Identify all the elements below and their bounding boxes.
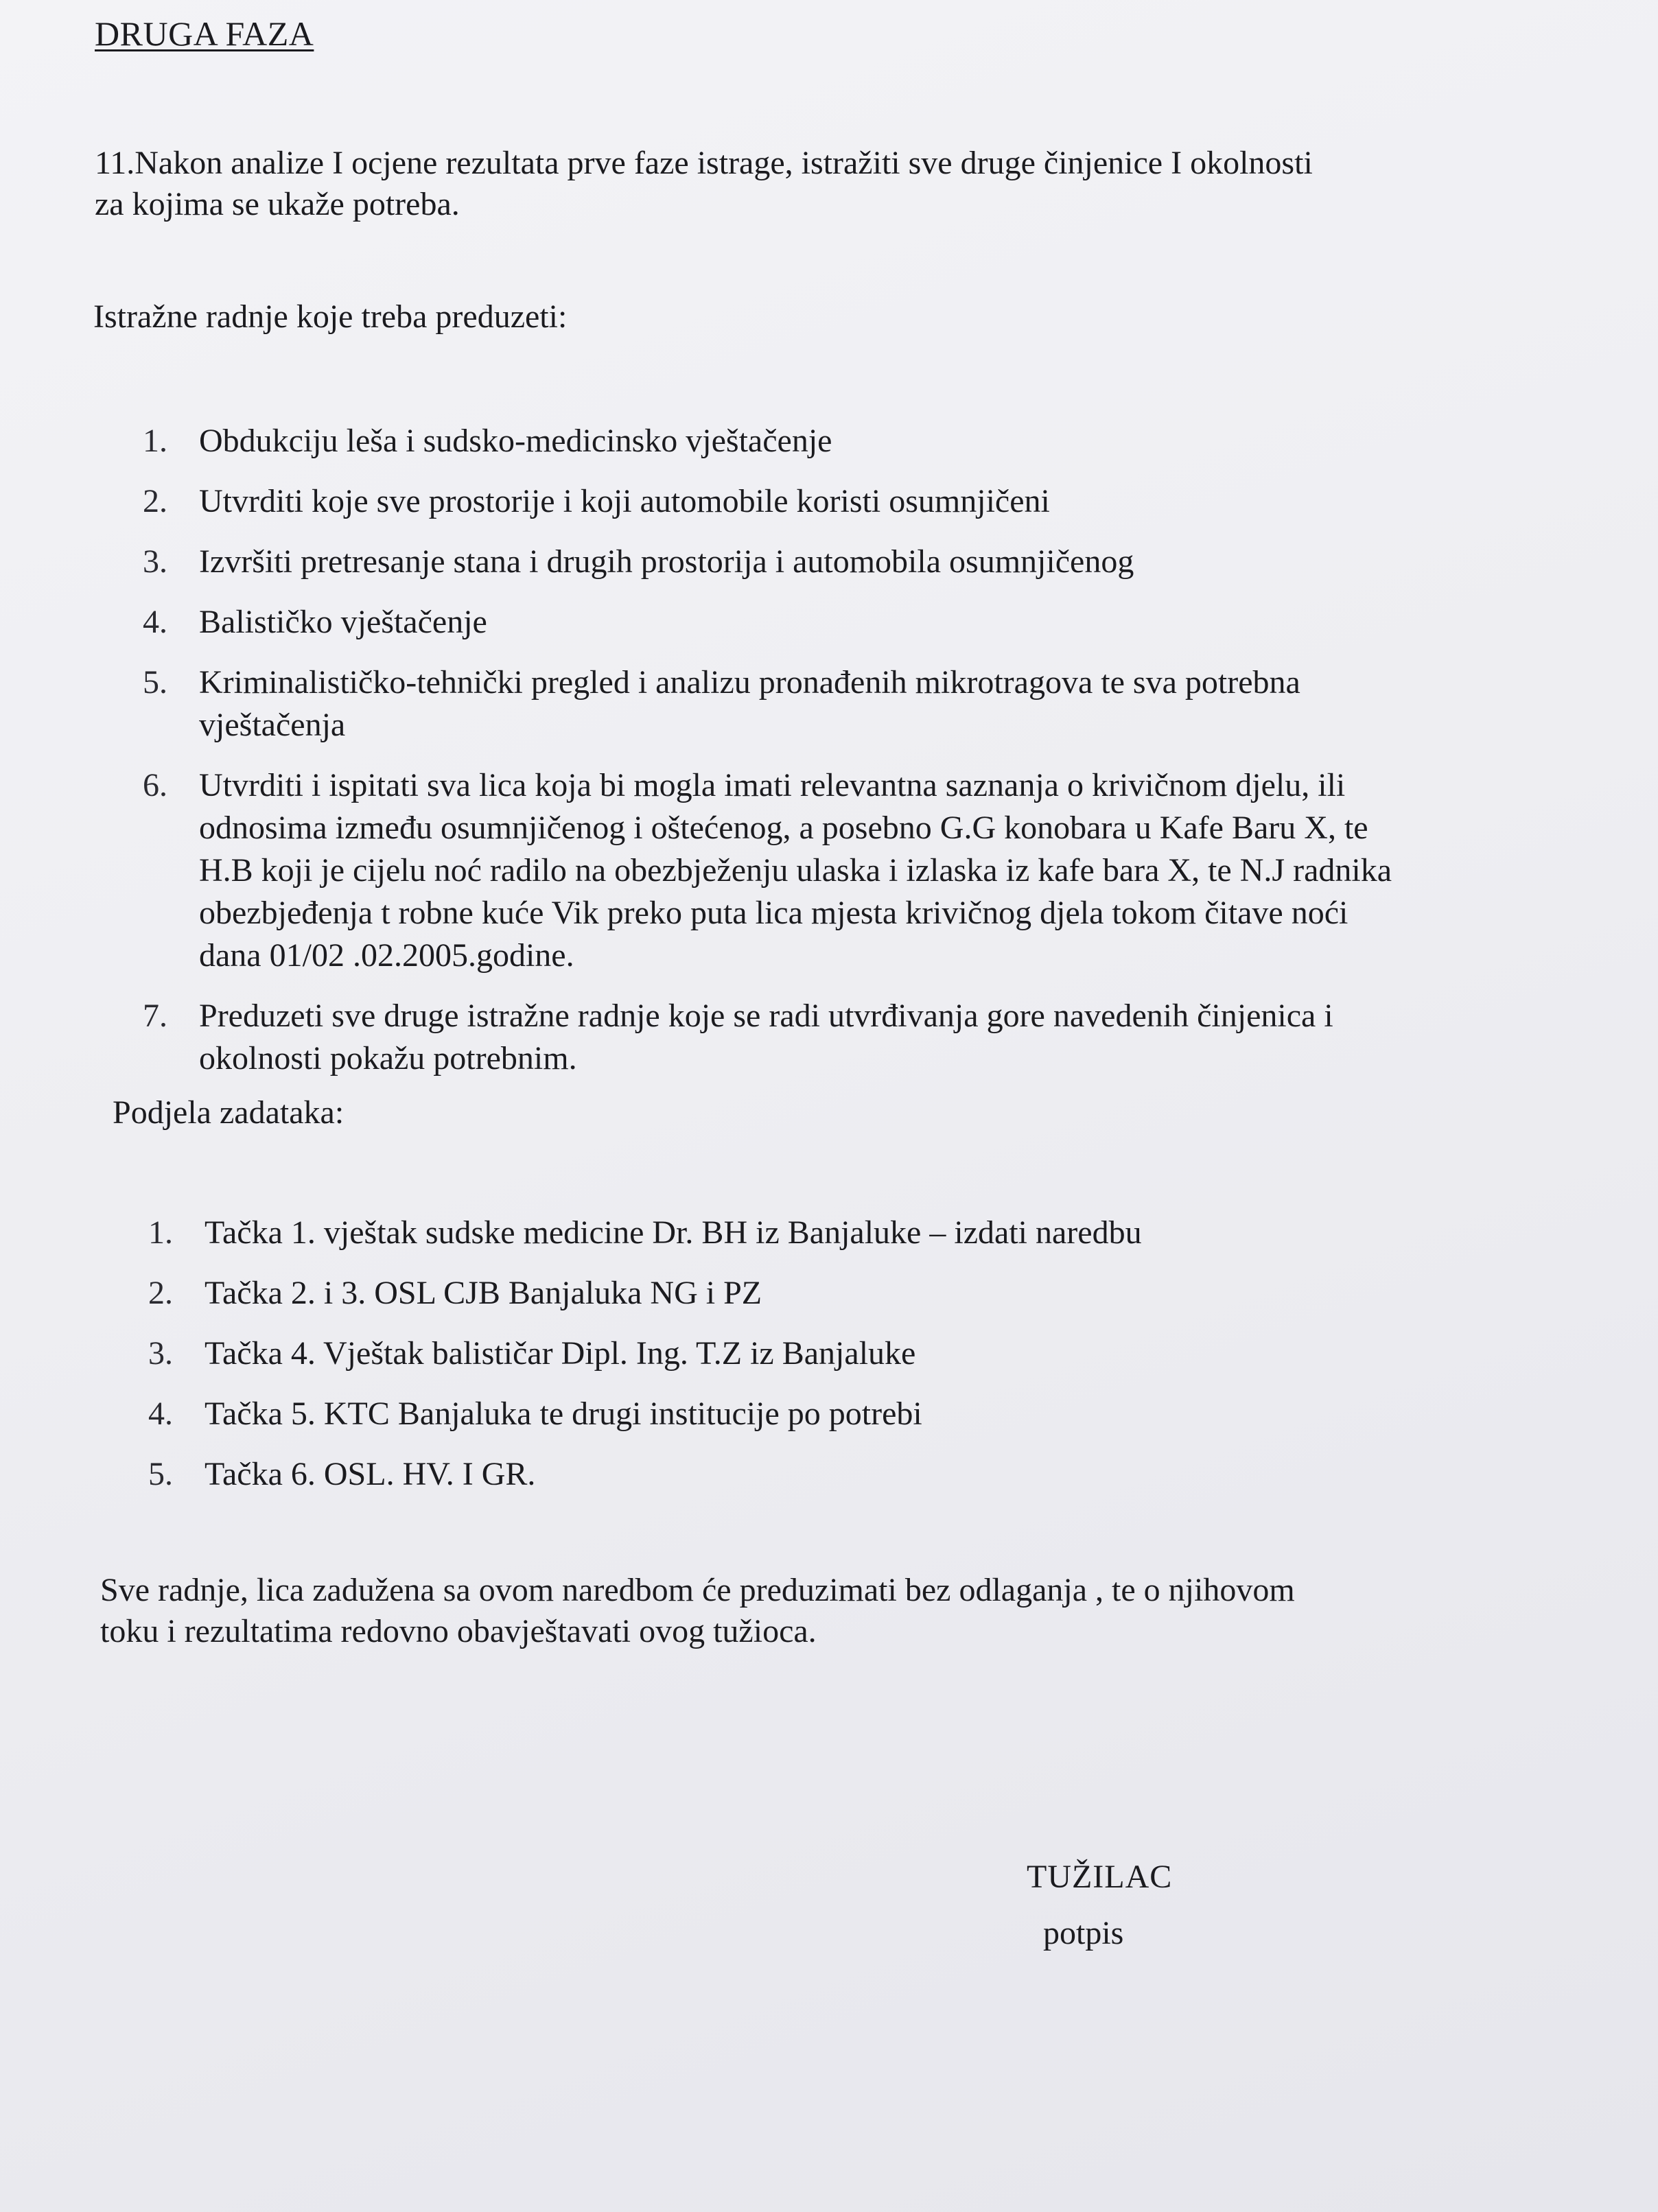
signature-title: TUŽILAC [1027, 1859, 1173, 1895]
list-item [143, 995, 1392, 1080]
list-number: 7. [143, 998, 167, 1034]
list-number: 2. [143, 483, 167, 519]
actions-list [143, 420, 1392, 1098]
list-item-text: Izvršiti pretresanje stana i drugih prostorija i automobila osumnjičenog [199, 543, 1134, 580]
list-number: 5. [148, 1456, 173, 1492]
list-item-text: Tačka 2. i 3. OSL CJB Banjaluka NG i PZ [205, 1275, 762, 1311]
actions-label: Istražne radnje koje treba preduzeti: [93, 298, 568, 335]
list-number: 2. [148, 1275, 173, 1311]
list-item [143, 601, 1392, 644]
intro-paragraph: 11.Nakon analize I ocjene rezultata prve faze istrage, istražiti sve druge činjenice I okolnosti za kojima se ukaže potreba. [95, 145, 1313, 222]
list-item [143, 764, 1392, 977]
list-item-text: Tačka 5. KTC Banjaluka te drugi institucije po potrebi [205, 1396, 922, 1432]
list-item-text: Obdukciju leša i sudsko-medicinsko vještačenje [199, 423, 832, 459]
list-item-text: Preduzeti sve druge istražne radnje koje se radi utvrđivanja gore navedenih činjenica i okolnosti pokažu potrebnim. [199, 998, 1333, 1076]
list-item [148, 1393, 1315, 1435]
list-number: 1. [143, 423, 167, 459]
list-number: 6. [143, 767, 167, 803]
list-item-text: Utvrditi koje sve prostorije i koji automobile koristi osumnjičeni [199, 483, 1050, 519]
list-item-text: Balističko vještačenje [199, 604, 487, 640]
list-item-text: Tačka 1. vještak sudske medicine Dr. BH iz Banjaluke – izdati naredbu [205, 1214, 1142, 1251]
list-number: 3. [148, 1335, 173, 1372]
list-item-text: Tačka 4. Vještak balističar Dipl. Ing. T.Z iz Banjaluke [205, 1335, 916, 1372]
list-item [148, 1272, 1315, 1315]
list-number: 1. [148, 1214, 173, 1251]
signature-label: potpis [1043, 1915, 1124, 1951]
list-number: 5. [143, 664, 167, 701]
page-heading: DRUGA FAZA [95, 14, 314, 53]
tasks-label: Podjela zadataka: [113, 1094, 345, 1131]
list-number: 3. [143, 543, 167, 580]
list-item [143, 541, 1392, 583]
list-item [148, 1212, 1315, 1254]
list-item-text: Kriminalističko-tehnički pregled i analizu pronađenih mikrotragova te sva potrebna vještačenja [199, 664, 1300, 743]
tasks-list [148, 1212, 1315, 1514]
list-item [143, 480, 1392, 523]
list-item [143, 420, 1392, 462]
list-item [148, 1453, 1315, 1496]
list-item-text: Tačka 6. OSL. HV. I GR. [205, 1456, 536, 1492]
list-number: 4. [143, 604, 167, 640]
list-item [143, 661, 1392, 746]
closing-paragraph: Sve radnje, lica zadužena sa ovom naredbom će preduzimati bez odlaganja , te o njihovom toku i rezultatima redovno obavještavati ovog tužioca. [100, 1572, 1295, 1649]
list-item-text: Utvrditi i ispitati sva lica koja bi mogla imati relevantna saznanja o krivičnom djelu, ili odnosima između osumnjičenog i oštećenog, a posebno G.G konobara u Kafe Baru X, te H.B koji je cijelu noć radilo na obezbježenju ulaska i izlaska iz kafe bara X, te N.J radnika obezbjeđenja t robne kuće Vik preko puta lica mjesta krivičnog djela tokom čitave noći dana 01/02 .02.2005.godine. [199, 767, 1392, 974]
list-item [148, 1332, 1315, 1375]
list-number: 4. [148, 1396, 173, 1432]
